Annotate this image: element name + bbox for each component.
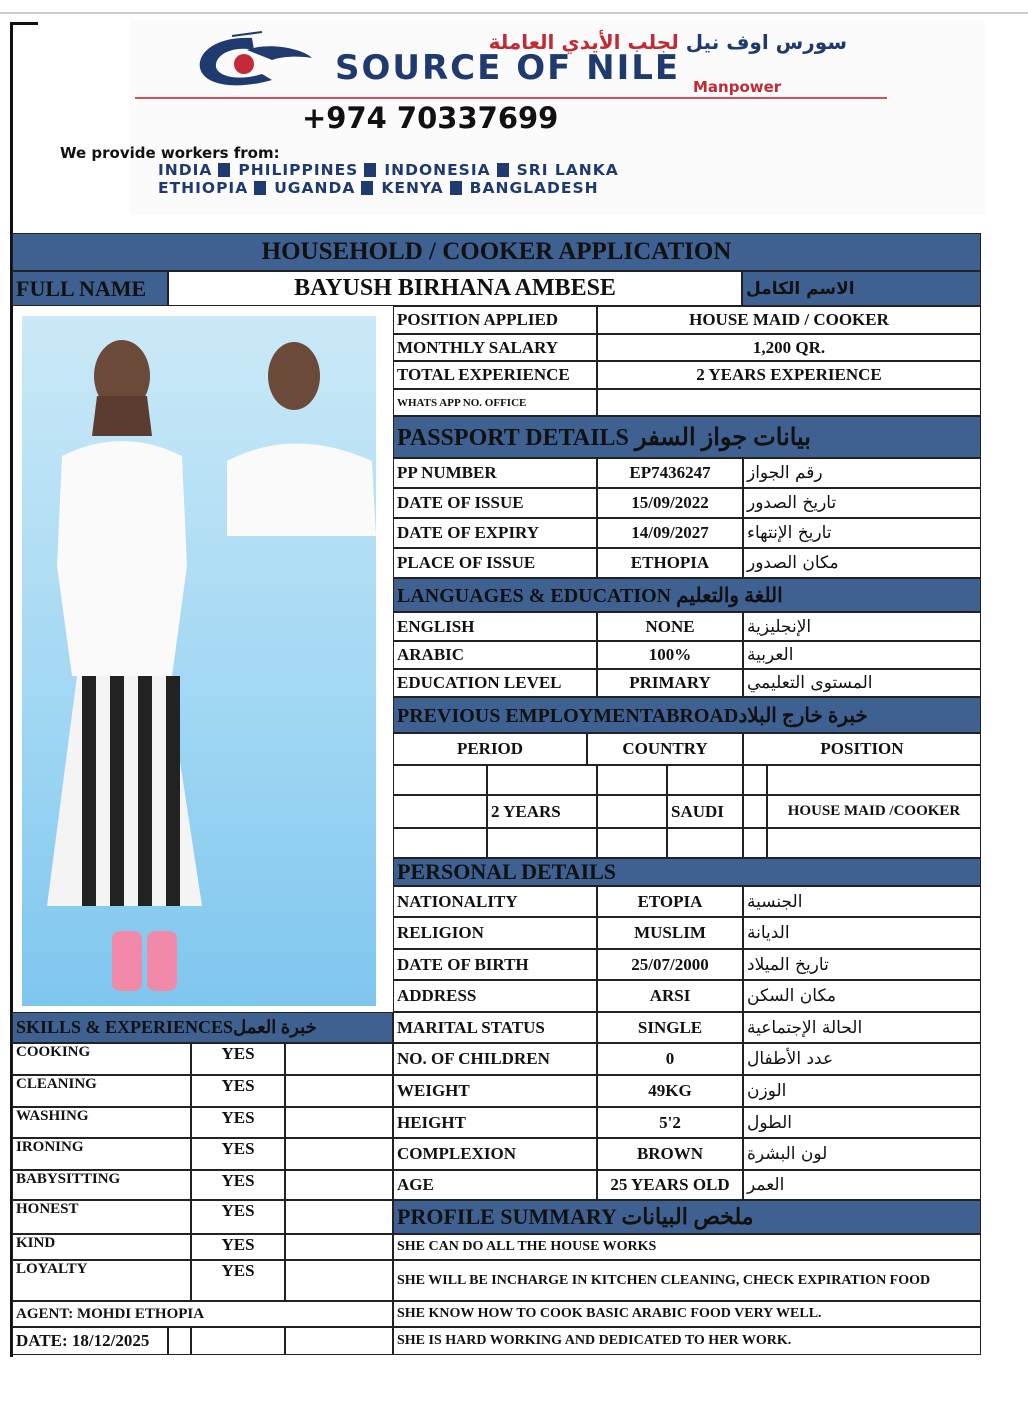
previous-employment-header — [393, 697, 981, 733]
passport-row-label-text: DATE OF ISSUE — [397, 493, 524, 512]
employment-position — [767, 828, 981, 858]
skills-section-header — [12, 1012, 393, 1043]
skill-value — [191, 1170, 285, 1200]
column-header-country-text: COUNTRY — [622, 739, 708, 758]
employment-cell — [597, 828, 667, 858]
employment-cell — [743, 765, 767, 795]
top-border — [0, 12, 1028, 14]
personal-row-value-text: ETOPIA — [637, 891, 703, 911]
language-row-value-text: NONE — [645, 616, 695, 636]
separator-square-icon — [254, 181, 266, 195]
separator-square-icon — [497, 163, 509, 177]
language-row-arabic — [743, 612, 981, 641]
employment-cell — [597, 795, 667, 828]
language-row-label — [393, 612, 597, 641]
employment-period-text: 2 YEARS — [491, 801, 561, 821]
passport-row-label — [393, 458, 597, 488]
countries-row-1 — [158, 161, 619, 179]
separator-square-icon — [361, 181, 373, 195]
employment-country-text: SAUDI — [671, 801, 724, 821]
employment-cell — [743, 828, 767, 858]
personal-row-label-text: MARITAL STATUS — [397, 1017, 545, 1037]
profile-summary-line-text: SHE WILL BE INCHARGE IN KITCHEN CLEANING, CHECK EXPIRATION FOOD — [397, 1273, 931, 1288]
personal-row-label-text: NATIONALITY — [397, 891, 518, 911]
position-info-label-text: WHATS APP NO. OFFICE — [397, 396, 527, 409]
separator-square-icon — [450, 181, 462, 195]
personal-row-arabic — [743, 1138, 981, 1170]
personal-row-label-text: COMPLEXION — [397, 1144, 516, 1163]
personal-row-label — [393, 886, 597, 917]
personal-row-label-text: DATE OF BIRTH — [397, 954, 529, 974]
passport-row-value — [597, 518, 743, 548]
country-item: INDIA — [158, 161, 213, 179]
personal-row-arabic-text: العمر — [747, 1175, 785, 1195]
skill-value — [191, 1234, 285, 1260]
skill-extra — [285, 1043, 393, 1075]
position-info-value — [597, 306, 981, 334]
employment-period — [487, 765, 597, 795]
language-row-arabic — [743, 669, 981, 697]
skill-value — [191, 1138, 285, 1170]
skill-label — [12, 1200, 191, 1234]
skill-value — [191, 1107, 285, 1138]
employment-cell — [393, 765, 487, 795]
language-row-value — [597, 641, 743, 669]
letterhead-divider — [135, 97, 887, 99]
profile-summary-header-text: PROFILE SUMMARY ملخص البيانات — [397, 1204, 754, 1229]
position-info-label — [393, 334, 597, 361]
employment-cell — [393, 795, 487, 828]
country-item: SRI LANKA — [516, 161, 619, 179]
skill-label-text: BABYSITTING — [16, 1171, 121, 1187]
skill-label — [12, 1234, 191, 1260]
personal-row-value — [597, 1012, 743, 1043]
personal-row-arabic — [743, 1075, 981, 1107]
skill-label-text: HONEST — [16, 1201, 79, 1217]
skill-label-text: IRONING — [16, 1139, 84, 1155]
personal-row-value-text: ARSI — [649, 986, 691, 1005]
skill-label — [12, 1075, 191, 1107]
skill-label — [12, 1107, 191, 1138]
company-name: SOURCE OF NILE — [335, 48, 681, 88]
employment-country — [667, 795, 743, 828]
column-header-country — [587, 733, 743, 765]
skills-section-header-text: SKILLS & EXPERIENCESخبرة العمل — [16, 1017, 317, 1037]
full-name-value — [168, 271, 742, 306]
personal-row-label — [393, 1075, 597, 1107]
passport-row-arabic — [743, 548, 981, 578]
profile-summary-line — [393, 1301, 981, 1327]
personal-row-label-text: ADDRESS — [397, 986, 477, 1005]
languages-section-header-text: LANGUAGES & EDUCATION اللغة والتعليم — [397, 584, 783, 607]
application-title — [12, 233, 981, 271]
personal-row-arabic — [743, 1043, 981, 1075]
personal-row-value — [597, 1075, 743, 1107]
personal-row-label-text: RELIGION — [397, 923, 484, 942]
language-row-value-text: 100% — [648, 645, 692, 664]
personal-row-value — [597, 980, 743, 1012]
date-label-text: DATE: 18/12/2025 — [16, 1331, 150, 1350]
column-header-position-text: POSITION — [820, 739, 904, 758]
skill-value-text: YES — [221, 1261, 255, 1280]
employment-cell — [393, 828, 487, 858]
personal-row-value — [597, 1043, 743, 1075]
personal-row-label — [393, 1043, 597, 1075]
personal-row-arabic-text: الديانة — [747, 923, 790, 943]
company-phone: +974 70337699 — [302, 101, 559, 135]
position-info-label — [393, 361, 597, 389]
skill-value-text: YES — [221, 1076, 255, 1095]
previous-employment-header-text: PREVIOUS EMPLOYMENTABROADخبرة خارج البلاد — [397, 704, 868, 727]
skill-extra — [285, 1234, 393, 1260]
position-info-label — [393, 306, 597, 334]
employment-position — [767, 765, 981, 795]
country-item: ETHIOPIA — [158, 179, 249, 197]
profile-summary-header — [393, 1200, 981, 1234]
skill-value — [191, 1200, 285, 1234]
personal-row-arabic-text: لون البشرة — [747, 1144, 828, 1164]
personal-row-arabic — [743, 949, 981, 980]
language-row-value — [597, 669, 743, 697]
personal-section-header — [393, 858, 981, 886]
personal-section-header-text: PERSONAL DETAILS — [397, 859, 617, 884]
skill-value-text: YES — [221, 1108, 255, 1127]
passport-row-arabic — [743, 518, 981, 548]
profile-summary-line — [393, 1234, 981, 1260]
skill-value — [191, 1260, 285, 1301]
language-row-label-text: EDUCATION LEVEL — [397, 673, 562, 692]
position-info-value-text: 2 YEARS EXPERIENCE — [696, 365, 882, 384]
personal-row-value — [597, 917, 743, 949]
personal-row-arabic — [743, 886, 981, 917]
language-row-value-text: PRIMARY — [629, 673, 711, 692]
personal-row-arabic-text: الطول — [747, 1112, 792, 1133]
language-row-label-text: ENGLISH — [397, 616, 475, 636]
country-item: INDONESIA — [384, 161, 491, 179]
position-info-label-text: TOTAL EXPERIENCE — [397, 365, 570, 384]
personal-row-label — [393, 1012, 597, 1043]
separator-square-icon — [364, 163, 376, 177]
personal-row-value-text: 25 YEARS OLD — [610, 1175, 730, 1194]
date-extra — [285, 1327, 393, 1355]
skill-value-text: YES — [221, 1139, 255, 1158]
skill-extra — [285, 1075, 393, 1107]
person-silhouette-icon — [22, 316, 376, 1006]
passport-row-arabic — [743, 488, 981, 518]
personal-row-label — [393, 917, 597, 949]
candidate-photo — [22, 316, 376, 1006]
column-header-period-text: PERIOD — [456, 739, 524, 758]
profile-summary-line-text: SHE IS HARD WORKING AND DEDICATED TO HER WORK. — [397, 1333, 792, 1348]
passport-row-label-text: DATE OF EXPIRY — [397, 523, 540, 542]
personal-row-value — [597, 1170, 743, 1200]
date-extra — [191, 1327, 285, 1355]
skill-extra — [285, 1138, 393, 1170]
passport-row-label — [393, 488, 597, 518]
personal-row-label — [393, 1170, 597, 1200]
language-row-value — [597, 612, 743, 641]
employment-cell — [743, 795, 767, 828]
profile-summary-line-text: SHE KNOW HOW TO COOK BASIC ARABIC FOOD VERY WELL. — [397, 1306, 822, 1321]
position-info-value — [597, 334, 981, 361]
passport-row-arabic-text: مكان الصدور — [747, 553, 839, 573]
languages-section-header — [393, 578, 981, 612]
skill-extra — [285, 1170, 393, 1200]
skill-value — [191, 1075, 285, 1107]
agent-label-text: AGENT: MOHDI ETHOPIA — [16, 1305, 205, 1322]
full-name-arabic-text: الاسم الكامل — [746, 278, 855, 299]
company-logo-icon — [192, 30, 322, 90]
arabic-name-red: لجلب الأيدي العاملة — [488, 30, 679, 54]
personal-row-value-text: SINGLE — [637, 1017, 703, 1037]
full-name-label — [12, 271, 168, 306]
personal-row-arabic-text: الحالة الإجتماعية — [747, 1017, 863, 1038]
column-header-period — [393, 733, 587, 765]
personal-row-arabic — [743, 1107, 981, 1138]
provide-label: We provide workers from: — [60, 144, 280, 162]
position-info-value-text: HOUSE MAID / COOKER — [689, 310, 889, 329]
personal-row-label — [393, 1138, 597, 1170]
personal-row-label — [393, 980, 597, 1012]
personal-row-value-text: BROWN — [636, 1144, 704, 1163]
profile-summary-line — [393, 1260, 981, 1301]
agent-label — [12, 1301, 393, 1327]
country-item: BANGLADESH — [469, 179, 599, 197]
application-title-text: HOUSEHOLD / COOKER APPLICATION — [261, 238, 732, 265]
personal-row-arabic — [743, 980, 981, 1012]
personal-row-label — [393, 1107, 597, 1138]
personal-row-value-text: 0 — [665, 1049, 675, 1068]
language-row-label — [393, 641, 597, 669]
personal-row-arabic — [743, 917, 981, 949]
position-info-value — [597, 361, 981, 389]
language-row-arabic — [743, 641, 981, 669]
skill-label — [12, 1260, 191, 1301]
personal-row-arabic-text: مكان السكن — [747, 986, 836, 1006]
personal-row-arabic-text: الجنسية — [747, 891, 803, 912]
employment-period — [487, 795, 597, 828]
profile-summary-line-text: SHE CAN DO ALL THE HOUSE WORKS — [397, 1239, 657, 1254]
country-item: PHILIPPINES — [238, 161, 359, 179]
passport-row-arabic-text: تاريخ الإنتهاء — [747, 523, 832, 543]
language-row-arabic-text: العربية — [747, 645, 794, 665]
personal-row-arabic — [743, 1012, 981, 1043]
passport-section-header — [393, 416, 981, 458]
employment-country — [667, 765, 743, 795]
skill-label — [12, 1043, 191, 1075]
passport-row-value — [597, 488, 743, 518]
position-info-label — [393, 389, 597, 416]
personal-row-value-text: 25/07/2000 — [631, 954, 709, 974]
full-name-value-text: BAYUSH BIRHANA AMBESE — [294, 275, 616, 301]
country-item: UGANDA — [274, 179, 356, 197]
personal-row-label-text: WEIGHT — [397, 1081, 470, 1100]
arabic-name-blue: سورس اوف نيل — [685, 30, 847, 54]
date-label — [12, 1327, 168, 1355]
personal-row-value-text: 5'2 — [659, 1112, 681, 1132]
personal-row-value-text: 49KG — [648, 1081, 692, 1100]
skill-label — [12, 1138, 191, 1170]
passport-row-arabic — [743, 458, 981, 488]
column-header-position — [743, 733, 981, 765]
skill-label-text: LOYALTY — [16, 1261, 88, 1277]
passport-row-label-text: PP NUMBER — [397, 463, 497, 482]
passport-row-value-text: EP7436247 — [629, 463, 711, 482]
skill-label-text: COOKING — [16, 1044, 91, 1060]
skill-label — [12, 1170, 191, 1200]
language-row-arabic-text: المستوى التعليمي — [747, 673, 873, 693]
personal-row-label — [393, 949, 597, 980]
personal-row-value — [597, 949, 743, 980]
position-info-label-text: POSITION APPLIED — [397, 310, 559, 329]
full-name-label-text: FULL NAME — [16, 275, 147, 301]
language-row-arabic-text: الإنجليزية — [747, 616, 812, 637]
language-row-label — [393, 669, 597, 697]
personal-row-arabic-text: عدد الأطفال — [747, 1049, 834, 1069]
countries-row-2 — [158, 179, 599, 197]
position-info-value-text: 1,200 QR. — [752, 337, 826, 357]
personal-row-arabic-text: تاريخ الميلاد — [747, 954, 829, 975]
personal-row-label-text: NO. OF CHILDREN — [397, 1049, 550, 1068]
passport-row-value — [597, 458, 743, 488]
position-info-value — [597, 389, 981, 416]
employment-position — [767, 795, 981, 828]
employment-position-text: HOUSE MAID /COOKER — [787, 803, 961, 819]
employment-cell — [597, 765, 667, 795]
skill-label-text: WASHING — [16, 1108, 89, 1124]
country-item: KENYA — [381, 179, 444, 197]
employment-country — [667, 828, 743, 858]
personal-row-value-text: MUSLIM — [634, 923, 706, 942]
skill-extra — [285, 1200, 393, 1234]
skill-extra — [285, 1260, 393, 1301]
employment-period — [487, 828, 597, 858]
passport-row-value — [597, 548, 743, 578]
skill-value — [191, 1043, 285, 1075]
personal-row-value — [597, 1107, 743, 1138]
personal-row-label-text: HEIGHT — [397, 1112, 466, 1132]
personal-row-value — [597, 1138, 743, 1170]
language-row-label-text: ARABIC — [397, 645, 465, 664]
skill-value-text: YES — [221, 1235, 255, 1254]
passport-row-label — [393, 518, 597, 548]
skill-value-text: YES — [221, 1044, 255, 1063]
date-extra — [168, 1327, 191, 1355]
company-tagline: Manpower — [693, 78, 782, 96]
full-name-arabic — [742, 271, 981, 306]
frame-top-corner — [10, 22, 38, 25]
passport-row-label — [393, 548, 597, 578]
passport-row-value-text: ETHOPIA — [630, 553, 710, 572]
passport-row-value-text: 15/09/2022 — [631, 493, 709, 512]
personal-row-label-text: AGE — [397, 1175, 434, 1194]
skill-label-text: CLEANING — [16, 1076, 97, 1092]
passport-row-value-text: 14/09/2027 — [631, 523, 709, 542]
position-info-label-text: MONTHLY SALARY — [397, 337, 559, 357]
personal-row-arabic — [743, 1170, 981, 1200]
personal-row-arabic-text: الوزن — [747, 1081, 787, 1101]
skill-value-text: YES — [221, 1201, 255, 1220]
skill-value-text: YES — [221, 1171, 255, 1190]
passport-row-label-text: PLACE OF ISSUE — [397, 553, 536, 572]
skill-label-text: KIND — [16, 1235, 56, 1251]
personal-row-value — [597, 886, 743, 917]
profile-summary-line — [393, 1327, 981, 1355]
passport-row-arabic-text: تاريخ الصدور — [747, 493, 837, 513]
passport-section-header-text: PASSPORT DETAILS بيانات جواز السفر — [397, 424, 811, 451]
passport-row-arabic-text: رقم الجواز — [747, 463, 823, 483]
separator-square-icon — [218, 163, 230, 177]
skill-extra — [285, 1107, 393, 1138]
